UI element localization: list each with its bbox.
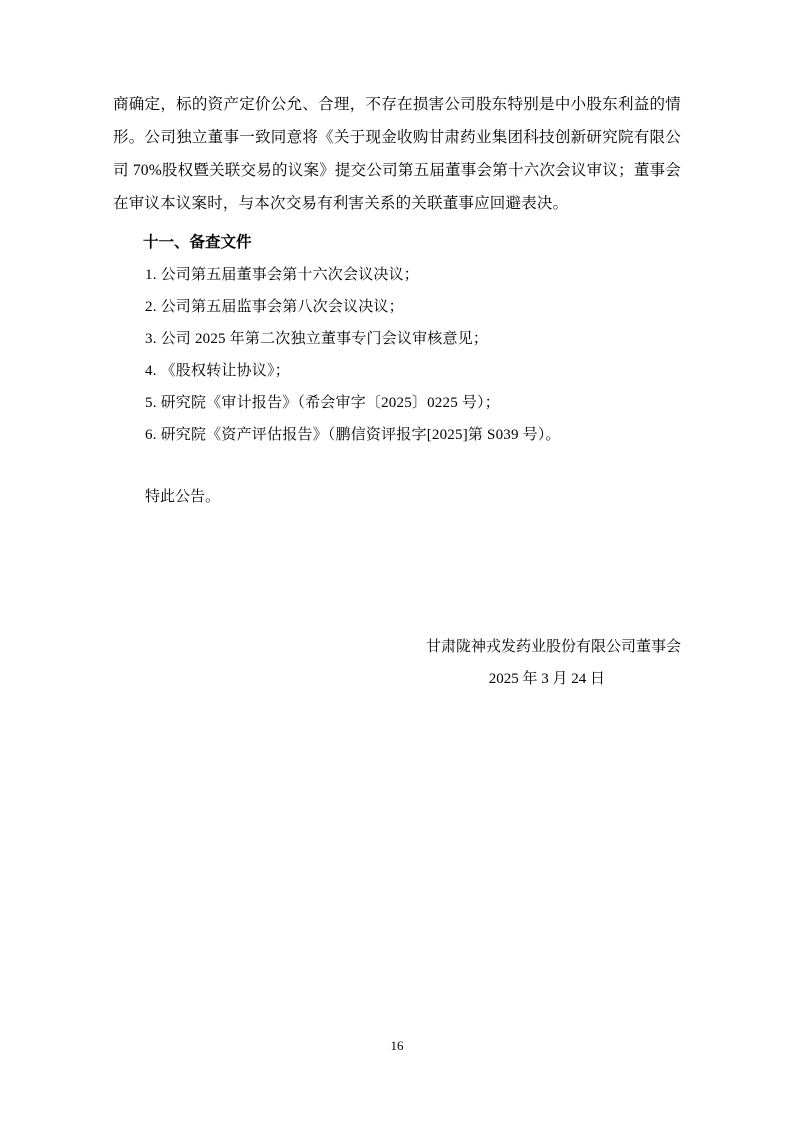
body-paragraph-1: 商确定，标的资产定价公允、合理，不存在损害公司股东特别是中小股东利益的情形。公司独立董事一致同意将《关于现金收购甘肃药业集团科技创新研究院有限公司 70%股权暨关联交易的议案》提交公司第五届董事会第十六次会议审议；董事会在审议本议案时，与本次交易有利害关系的关联董事应回避表决。	[113, 96, 681, 212]
signature-block	[113, 631, 681, 695]
list-item: 4. 《股权转让协议》；	[145, 363, 290, 379]
list-item: 5. 研究院《审计报告》（希会审字〔2025〕0225 号）；	[145, 395, 500, 411]
notice-text: 特此公告。	[145, 489, 221, 505]
list-item: 6. 研究院《资产评估报告》（鹏信资评报字[2025]第 S039 号）。	[145, 427, 561, 443]
document-content	[113, 88, 681, 695]
signature-company: 甘肃陇神戎发药业股份有限公司董事会	[425, 639, 681, 655]
signature-date: 2025 年 3 月 24 日	[488, 671, 605, 687]
reference-documents-list	[113, 259, 681, 451]
list-item: 1. 公司第五届董事会第十六次会议决议；	[145, 267, 420, 283]
page-number: 16	[390, 1038, 404, 1053]
section-heading: 十一、备查文件	[143, 234, 252, 251]
list-item: 3. 公司 2025 年第二次独立董事专门会议审核意见；	[145, 331, 489, 347]
list-item: 2. 公司第五届监事会第八次会议决议；	[145, 299, 404, 315]
